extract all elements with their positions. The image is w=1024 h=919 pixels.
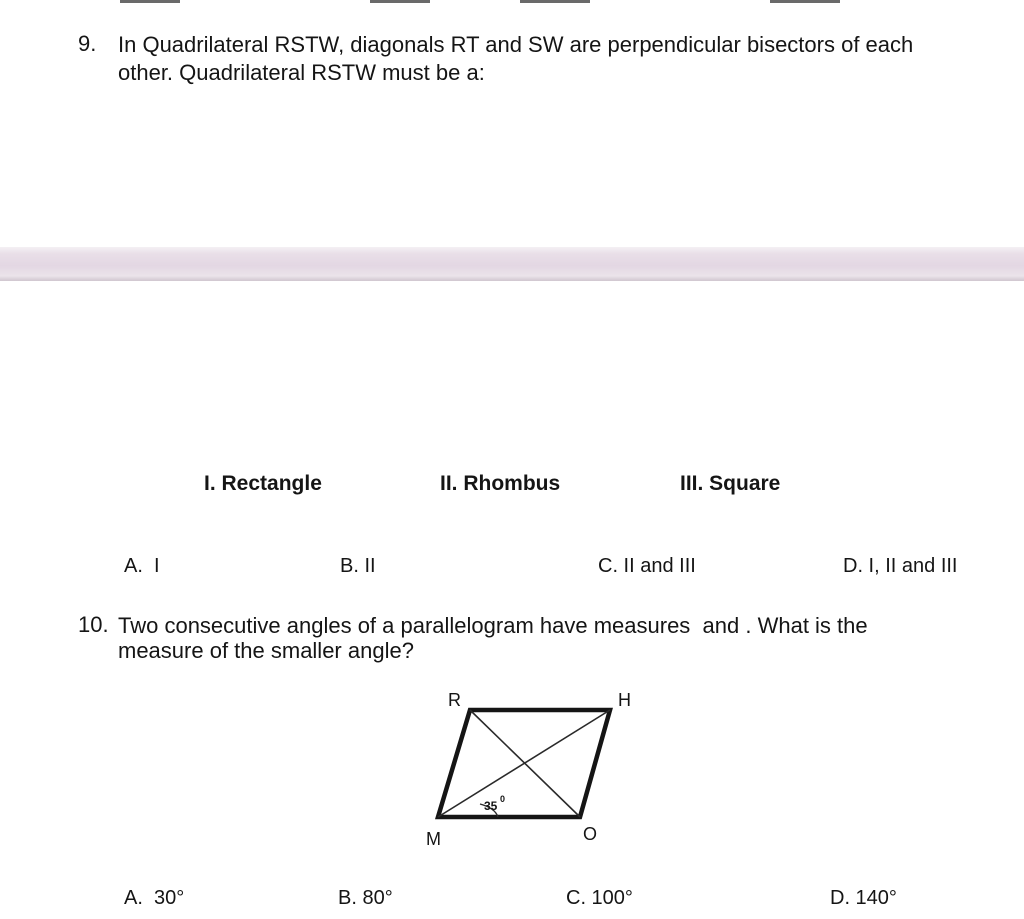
q9-choice-a[interactable]: A. I	[124, 555, 160, 577]
option-square: III. Square	[680, 472, 781, 495]
option-rectangle: I. Rectangle	[204, 472, 322, 495]
question-9-text-line1: In Quadrilateral RSTW, diagonals RT and SW are perpendicular bisectors of each	[118, 32, 914, 57]
q9-choice-b[interactable]: B. II	[340, 555, 376, 577]
q10-choice-b[interactable]: B. 80°	[338, 887, 393, 909]
question-9-text-line2: other. Quadrilateral RSTW must be a:	[118, 60, 485, 85]
vertex-label-o: O	[583, 824, 598, 844]
parallelogram-figure	[400, 680, 660, 855]
question-9-number: 9.	[78, 31, 97, 56]
q10-choice-c[interactable]: C. 100°	[566, 887, 633, 909]
angle-degree-sup: 0	[500, 794, 506, 804]
q9-choice-c[interactable]: C. II and III	[598, 555, 696, 577]
option-rhombus: II. Rhombus	[440, 472, 561, 495]
vertex-label-m: M	[426, 829, 441, 849]
q10-choice-d[interactable]: D. 140°	[830, 887, 897, 909]
separator-band	[0, 247, 1024, 281]
question-10-text-line1: Two consecutive angles of a parallelogram have measures and . What is the	[118, 613, 868, 638]
q10-choice-a[interactable]: A. 30°	[124, 887, 185, 909]
question-10-number: 10.	[78, 612, 109, 637]
angle-label: 35	[484, 799, 498, 813]
vertex-label-r: R	[448, 690, 461, 710]
question-10-text-line2: measure of the smaller angle?	[118, 638, 414, 663]
vertex-label-h: H	[618, 690, 631, 710]
q9-choice-d[interactable]: D. I, II and III	[843, 555, 958, 577]
